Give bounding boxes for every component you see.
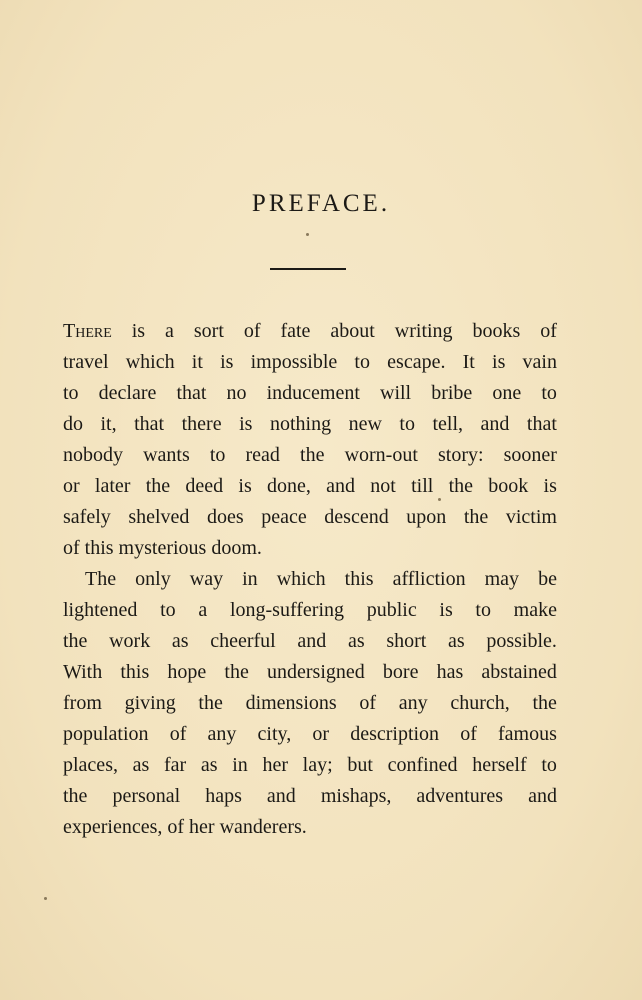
word: wants — [143, 444, 190, 466]
word: work — [109, 630, 151, 652]
word: a — [165, 320, 174, 342]
word: only — [135, 568, 171, 590]
word: be — [538, 568, 557, 590]
word: no — [226, 382, 247, 404]
word: from — [63, 692, 102, 714]
word: description — [350, 723, 440, 745]
word: upon — [406, 506, 447, 528]
word: to — [354, 351, 370, 373]
word: any — [398, 692, 428, 714]
text-line — [63, 688, 557, 719]
word: the — [448, 475, 474, 497]
word: the — [145, 475, 171, 497]
word: of this mysterious doom. — [63, 537, 262, 559]
word: city, — [257, 723, 292, 745]
text-line — [63, 812, 557, 843]
word: the — [63, 630, 88, 652]
word: the — [300, 444, 325, 466]
opening-word: There — [63, 320, 112, 342]
word: the — [463, 506, 489, 528]
word: experiences, of her wanderers. — [63, 816, 307, 838]
word: is — [238, 475, 252, 497]
word: impossible — [250, 351, 338, 373]
word: places, — [63, 754, 118, 776]
text-line — [63, 502, 557, 533]
word: herself — [472, 754, 527, 776]
word: of — [460, 723, 477, 745]
word: haps — [205, 785, 242, 807]
word: as — [171, 630, 189, 652]
text-line — [63, 750, 557, 781]
text-line — [63, 440, 557, 471]
word: tell, — [432, 413, 464, 435]
word: fate — [280, 320, 311, 342]
word: it, — [100, 413, 117, 435]
word: peace — [261, 506, 307, 528]
word: far — [164, 754, 187, 776]
word: to — [399, 413, 415, 435]
word: may — [484, 568, 520, 590]
word: sort — [193, 320, 224, 342]
text-line — [63, 595, 557, 626]
word: public — [366, 599, 417, 621]
word: the — [63, 785, 88, 807]
word: to — [475, 599, 491, 621]
word: writing — [394, 320, 453, 342]
word: is — [131, 320, 146, 342]
word: done, — [267, 475, 311, 497]
paper-speck — [44, 897, 47, 900]
word: and — [326, 475, 356, 497]
word: which — [276, 568, 326, 590]
text-line — [63, 533, 557, 564]
word: affliction — [392, 568, 466, 590]
word: dimensions — [245, 692, 337, 714]
word: undersigned — [267, 661, 365, 683]
word: book — [488, 475, 529, 497]
word: her — [262, 754, 288, 776]
word: as — [132, 754, 150, 776]
word: it — [191, 351, 203, 373]
word: is — [239, 413, 253, 435]
word: of — [243, 320, 261, 342]
word: descend — [324, 506, 389, 528]
word: a — [198, 599, 208, 621]
paragraph — [63, 564, 557, 843]
word: sooner — [503, 444, 557, 466]
word: bore — [382, 661, 419, 683]
word: confined — [387, 754, 458, 776]
word: books — [472, 320, 521, 342]
word: make — [513, 599, 557, 621]
word: has — [436, 661, 464, 683]
page-title: PREFACE. — [251, 190, 391, 217]
text-line — [63, 657, 557, 688]
word: story: — [437, 444, 484, 466]
word: population — [63, 723, 149, 745]
word: any — [207, 723, 237, 745]
paragraph — [63, 316, 557, 564]
word: about — [330, 320, 375, 342]
word: lightened — [63, 599, 138, 621]
word: mishaps, — [320, 785, 392, 807]
word: and — [528, 785, 557, 807]
word: of — [540, 320, 557, 342]
word: but — [347, 754, 373, 776]
word: is — [220, 351, 234, 373]
text-line — [63, 409, 557, 440]
word: the — [198, 692, 223, 714]
word: will — [380, 382, 412, 404]
word: or — [312, 723, 330, 745]
word: declare — [98, 382, 157, 404]
word: of — [359, 692, 377, 714]
word: adventures — [416, 785, 504, 807]
word: and — [297, 630, 327, 652]
word: hope — [167, 661, 207, 683]
word: and — [480, 413, 510, 435]
word: long-suffering — [229, 599, 345, 621]
word: the — [224, 661, 249, 683]
word: lay; — [302, 754, 333, 776]
word: short — [386, 630, 427, 652]
word: is — [543, 475, 557, 497]
word: vain — [522, 351, 557, 373]
word: inducement — [266, 382, 360, 404]
word: there — [181, 413, 222, 435]
word: and — [266, 785, 296, 807]
word: later — [94, 475, 131, 497]
paper-speck — [306, 233, 309, 236]
text-line — [63, 378, 557, 409]
word: worn-out — [344, 444, 418, 466]
preface-body — [63, 316, 557, 843]
word: victim — [505, 506, 557, 528]
word: bribe — [431, 382, 473, 404]
text-line — [63, 347, 557, 378]
text-line — [63, 316, 557, 347]
word: nobody — [63, 444, 123, 466]
word: this — [344, 568, 374, 590]
text-line — [63, 719, 557, 750]
word: that — [134, 413, 165, 435]
word: famous — [498, 723, 557, 745]
word: to — [63, 382, 79, 404]
word: giving — [124, 692, 176, 714]
word: of — [169, 723, 187, 745]
text-line — [63, 781, 557, 812]
word: deed — [185, 475, 224, 497]
word: in — [232, 754, 248, 776]
word: new — [348, 413, 382, 435]
title-rule — [270, 268, 346, 270]
word: to — [541, 754, 557, 776]
word: is — [439, 599, 453, 621]
word: which — [125, 351, 175, 373]
word: The — [85, 568, 117, 590]
word: that — [176, 382, 207, 404]
text-line — [63, 471, 557, 502]
word: or — [63, 475, 80, 497]
word: read — [245, 444, 280, 466]
word: shelved — [128, 506, 190, 528]
word: personal — [112, 785, 181, 807]
word: as — [448, 630, 465, 652]
word: safely — [63, 506, 111, 528]
word: do — [63, 413, 83, 435]
word: as — [347, 630, 365, 652]
word: the — [532, 692, 557, 714]
word: church, — [450, 692, 510, 714]
word: way — [189, 568, 224, 590]
text-line — [63, 564, 557, 595]
word: is — [492, 351, 506, 373]
word: to — [541, 382, 557, 404]
word: does — [206, 506, 244, 528]
word: to — [160, 599, 176, 621]
word: With — [63, 661, 103, 683]
word: till — [411, 475, 434, 497]
word: one — [492, 382, 522, 404]
word: that — [526, 413, 557, 435]
word: cheerful — [210, 630, 276, 652]
text-line — [63, 626, 557, 657]
word: travel — [63, 351, 109, 373]
word: this — [120, 661, 150, 683]
word: not — [370, 475, 396, 497]
word: possible. — [486, 630, 557, 652]
word: to — [209, 444, 226, 466]
word: in — [242, 568, 258, 590]
word: nothing — [269, 413, 332, 435]
word: abstained — [481, 661, 557, 683]
word: It — [462, 351, 475, 373]
word: escape. — [387, 351, 446, 373]
word: as — [200, 754, 218, 776]
